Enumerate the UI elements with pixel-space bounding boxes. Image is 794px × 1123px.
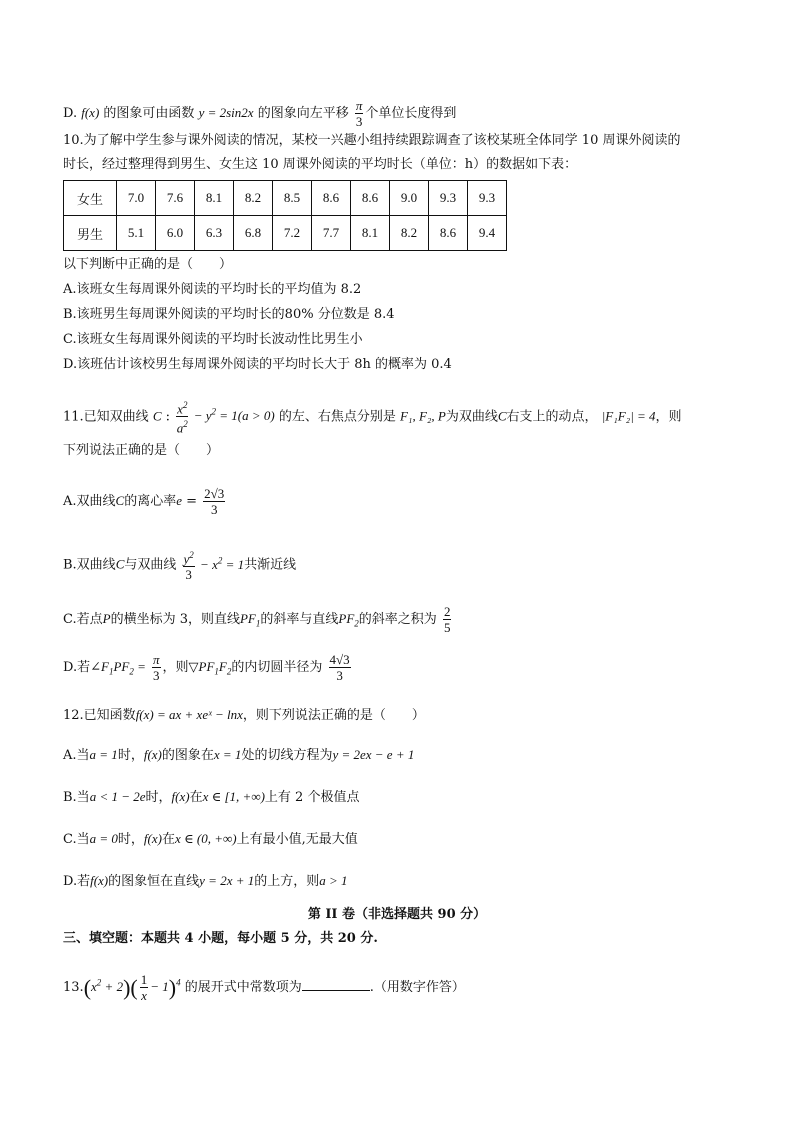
- table-cell: 9.3: [468, 181, 507, 216]
- q11-option-c: C.若点P的横坐标为 3，则直线$PF_1$的斜率与直线$PF_2$的斜率之积为 $\frac{2}{5}$: [63, 604, 451, 635]
- q12-option-c: C.当a = 0时，f(x)在x ∈ (0, +∞)上有最小值,无最大值: [63, 831, 358, 847]
- table-cell: 6.3: [195, 216, 234, 251]
- table-cell: 6.0: [156, 216, 195, 251]
- fraction: $\frac{y^2}{3}$: [183, 550, 194, 583]
- table-cell: 8.6: [429, 216, 468, 251]
- table-cell: 5.1: [117, 216, 156, 251]
- part2-title: 第 II 卷（非选择题共 90 分）: [307, 907, 487, 922]
- fraction: $\frac{x^2}{a^2}$: [176, 400, 188, 436]
- q11-option-a: A.双曲线C的离心率e = $\frac{2√3}{3}$: [63, 486, 225, 517]
- q12-option-b: B.当a < 1 − 2e时，f(x)在x ∈ [1, +∞)上有 2 个极值点: [63, 789, 360, 805]
- row-header: 女生: [64, 181, 117, 216]
- table-cell: 8.6: [312, 181, 351, 216]
- table-cell: 7.0: [117, 181, 156, 216]
- q13: $13.(x^2 + 2)$( $\frac{1}{x}$ − 1)$^4$ 的展开式中常数项为 .（用数字作答）: [63, 972, 465, 1003]
- q11-option-b: B.双曲线C与双曲线 $\frac{y^2}{3}$ − $x^2 = 1$共渐近线: [63, 550, 297, 583]
- table-cell: 8.5: [273, 181, 312, 216]
- fraction: $\frac{2}{5}$: [443, 604, 451, 635]
- table-cell: 8.2: [234, 181, 273, 216]
- table-cell: 8.2: [390, 216, 429, 251]
- q11-stem-line2: 下列说法正确的是（ ）: [63, 443, 220, 458]
- q10-option-d: D.该班估计该校男生每周课外阅读的平均时长大于 8h 的概率为 0.4: [63, 357, 452, 372]
- answer-blank[interactable]: [302, 978, 370, 991]
- table-cell: 8.1: [195, 181, 234, 216]
- q10-option-b: B.该班男生每周课外阅读的平均时长的80% 分位数是 8.4: [63, 307, 395, 322]
- fraction: $\frac{4√3}{3}$: [329, 652, 350, 683]
- table-row: [64, 181, 507, 216]
- table-body: [64, 181, 507, 251]
- q12-stem: 12.已知函数f(x) = ax + xeˣ − lnx，则下列说法正确的是（ ）: [63, 707, 425, 723]
- table-cell: 9.3: [429, 181, 468, 216]
- fraction: $\frac{\pi}{3}$: [355, 98, 363, 129]
- q11-stem: 11.已知双曲线 C : $\frac{x^2}{a^2}$ − $y^2 = 1(a > 0)$ 的左、右焦点分别是 F₁, F₂, P为双曲线C右支上的动点， |F₁F₂| = 4，则: [63, 400, 682, 436]
- q11-option-d: D.若$\angle F_1PF_2$ = $\frac{\pi}{3}$ ，则$▽PF_1F_2$的内切圆半径为 $\frac{4√3}{3}$: [63, 652, 350, 683]
- table-cell: 7.6: [156, 181, 195, 216]
- fraction: $\frac{1}{x}$: [140, 972, 148, 1003]
- row-header: 男生: [64, 216, 117, 251]
- q10-intro-line2: 时长，经过整理得到男生、女生这 10 周课外阅读的平均时长（单位：h）的数据如下表：: [63, 157, 578, 172]
- q12-option-a: A.当a = 1时，f(x)的图象在x = 1处的切线方程为y = 2ex − e + 1: [63, 747, 415, 763]
- q10-option-a: A.该班女生每周课外阅读的平均时长的平均值为 8.2: [63, 282, 362, 297]
- q10-intro-line1: 10.为了解中学生参与课外阅读的情况，某校一兴趣小组持续跟踪调查了该校某班全体同学 10 周课外阅读的: [63, 133, 681, 148]
- fraction: $\frac{2√3}{3}$: [204, 486, 225, 517]
- table-cell: 8.6: [351, 181, 390, 216]
- fraction: $\frac{\pi}{3}$: [153, 652, 160, 683]
- table-cell: 8.1: [351, 216, 390, 251]
- section3-heading: 三、填空题：本题共 4 小题，每小题 5 分，共 20 分.: [63, 931, 378, 946]
- q10-option-c: C.该班女生每周课外阅读的平均时长波动性比男生小: [63, 332, 363, 347]
- table-cell: 6.8: [234, 216, 273, 251]
- table-cell: 9.4: [468, 216, 507, 251]
- q9-option-d: D. f(x) 的图象可由函数 y = 2sin2x 的图象向左平移 $\frac{\pi}{3}$ 个单位长度得到: [63, 98, 457, 129]
- table-row: [64, 216, 507, 251]
- table-cell: 7.7: [312, 216, 351, 251]
- q12-option-d: D.若f(x)的图象恒在直线y = 2x + 1的上方，则a > 1: [63, 873, 348, 889]
- table-cell: 7.2: [273, 216, 312, 251]
- table-cell: 9.0: [390, 181, 429, 216]
- q10-question: 以下判断中正确的是（ ）: [63, 257, 233, 272]
- reading-time-table: [63, 180, 507, 251]
